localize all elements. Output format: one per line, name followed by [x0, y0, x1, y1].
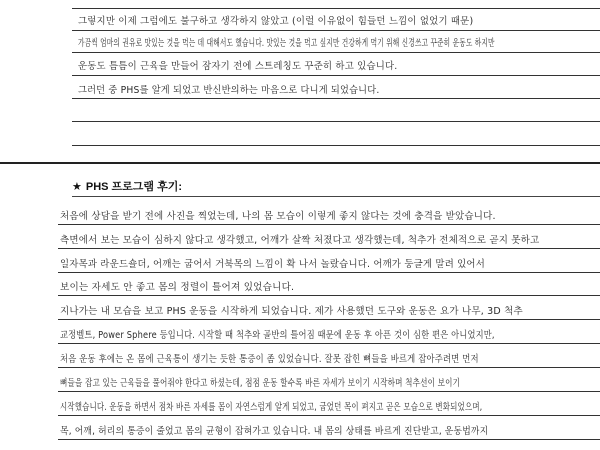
handwritten-line: 측면에서 보는 모습이 심하지 않다고 생각했고, 어깨가 살짝 처졌다고 생각했는데, 척추가 전체적으로 곧지 못하고 [60, 235, 540, 246]
ruled-line [72, 145, 600, 146]
ruled-line [58, 391, 600, 392]
handwritten-line: 운동도 틈틈이 근육을 만들어 잠자기 전에 스트레칭도 꾸준히 하고 있습니다. [78, 61, 398, 72]
ruled-line [58, 415, 600, 416]
handwritten-line: 보이는 자세도 안 좋고 몸의 정렬이 틀어져 있었습니다. [60, 282, 295, 293]
ruled-line [72, 121, 600, 122]
ruled-line [58, 295, 600, 296]
handwritten-line: 교정벨트, Power Sphere 등입니다. 시작할 때 척추와 골반의 틀어짐 때문에 운동 후 아픈 것이 심한 편은 아니었지만, [60, 330, 495, 341]
ruled-line [58, 224, 600, 225]
handwritten-line: 처음에 상담을 받기 전에 사진을 찍었는데, 나의 몸 모습이 이렇게 좋지 않다는 것에 충격을 받았습니다. [60, 211, 496, 222]
heading-rule [72, 196, 600, 197]
star-icon: ★ [72, 181, 82, 193]
ruled-line [58, 319, 600, 320]
handwritten-line: 지나가는 내 모습을 보고 PHS 운동을 시작하게 되었습니다. 제가 사용했던 도구와 운동은 요가 나무, 3D 척추 [60, 306, 523, 317]
section-heading-text: PHS 프로그램 후기: [85, 181, 183, 193]
section-divider [0, 162, 600, 164]
section-heading [72, 178, 182, 194]
handwritten-line: 처음 운동 후에는 온 몸에 근육통이 생기는 듯한 통증이 좀 있었습니다. 잘못 잡힌 뼈들을 바르게 잡아주려면 먼저 [60, 354, 479, 365]
handwritten-line: 그러던 중 PHS를 알게 되었고 반신반의하는 마음으로 다니게 되었습니다. [78, 85, 380, 96]
ruled-line [72, 8, 600, 9]
handwritten-line: 일자목과 라운드숄더, 어깨는 굽어서 거북목의 느낌이 확 나서 놀랐습니다. 어깨가 둥글게 말려 있어서 [60, 259, 485, 270]
handwritten-line: 그렇지만 이제 그럼에도 불구하고 생각하지 않았고 (이럴 이유없이 힘들던 느낌이 없었기 때문) [78, 16, 474, 27]
ruled-line [72, 98, 600, 99]
handwritten-line: 시작했습니다. 운동을 하면서 점차 바른 자세를 몸이 자연스럽게 알게 되었고, 굽었던 목이 펴지고 곧은 모습으로 변화되었으며, [60, 402, 483, 413]
handwritten-line: 목, 어깨, 허리의 통증이 줄었고 몸의 균형이 잡혀가고 있습니다. 내 몸의 상태를 바르게 진단받고, 운동법까지 [60, 426, 489, 437]
handwritten-line: 가끔씩 엄마의 권유로 맛있는 것을 먹는 데 대해서도 했습니다. 맛있는 것을 먹고 싶지만 건강하게 먹기 위해 신경쓰고 꾸준히 운동도 하지만 [78, 38, 495, 49]
ruled-line [58, 367, 600, 368]
ruled-line [72, 75, 600, 76]
ruled-line [72, 52, 600, 53]
ruled-line [58, 248, 600, 249]
ruled-line [58, 343, 600, 344]
ruled-line [58, 439, 600, 440]
ruled-line [72, 30, 600, 31]
handwritten-line: 뼈들을 잡고 있는 근육들을 풀어줘야 한다고 하셨는데, 점점 운동 할수록 바른 자세가 보이기 시작하며 척추선이 보이기 [60, 378, 461, 389]
ruled-line [58, 272, 600, 273]
